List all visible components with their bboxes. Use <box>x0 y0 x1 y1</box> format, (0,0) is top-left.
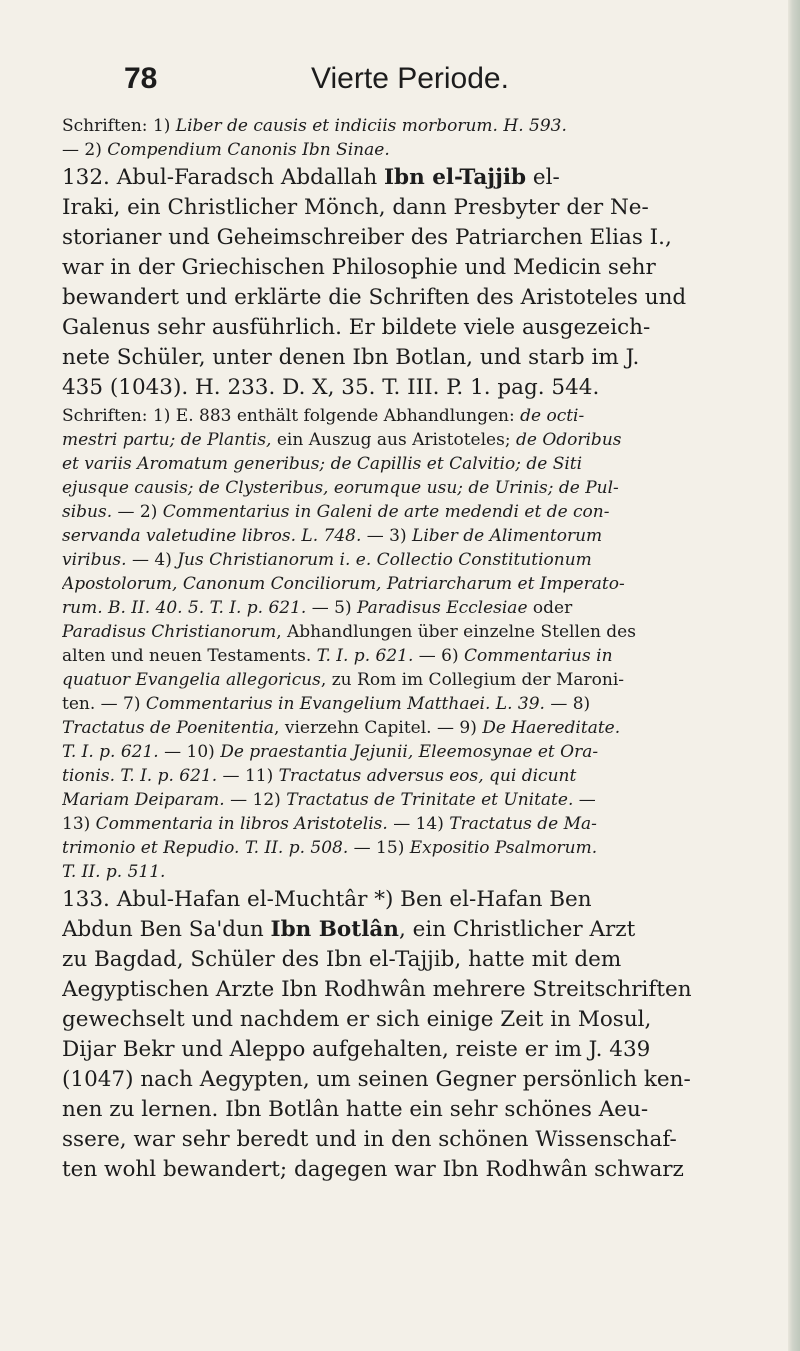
text-segment: Liber de Alimentorum <box>412 526 603 546</box>
text-segment: Ibn Botlân <box>270 917 399 942</box>
text-line <box>62 524 752 548</box>
text-segment: el- <box>526 165 560 190</box>
text-line <box>62 1005 752 1035</box>
text-segment: war in der Griechischen Philosophie und Medicin sehr <box>62 255 656 280</box>
text-line <box>62 716 752 740</box>
text-segment: Ibn el-Tajjib <box>384 165 527 190</box>
text-segment: Commentaria in libros Aristotelis. <box>95 814 394 834</box>
text-segment: zu Bagdad, Schüler des Ibn el-Tajjib, hatte mit dem <box>62 947 622 972</box>
text-segment: H. 593. <box>503 116 567 136</box>
text-line <box>62 500 752 524</box>
text-line <box>62 313 752 343</box>
text-segment: — 14) <box>393 814 450 834</box>
text-line <box>62 836 752 860</box>
text-segment: Commentarius in Evangelium Matthaei. L. 39. <box>145 694 551 714</box>
text-segment: Aegyptischen Arzte Ibn Rodhwân mehrere Streitschriften <box>62 977 692 1002</box>
text-line <box>62 343 752 373</box>
text-segment: Expositio Psalmorum. <box>409 838 598 858</box>
text-segment: gewechselt und nachdem er sich einige Zeit in Mosul, <box>62 1007 652 1032</box>
text-line <box>62 223 752 253</box>
text-segment: Schriften: 1) E. 883 enthält folgende Abhandlungen: <box>62 406 521 426</box>
text-segment: nete Schüler, unter denen Ibn Botlan, und starb im J. <box>62 345 640 370</box>
text-segment: , vierzehn Capitel. — 9) <box>274 718 483 738</box>
text-line <box>62 1125 752 1155</box>
text-line <box>62 476 752 500</box>
text-segment: 13) <box>62 814 96 834</box>
text-line <box>62 596 752 620</box>
text-line <box>62 915 752 945</box>
text-line <box>62 644 752 668</box>
text-segment: Dijar Bekr und Aleppo aufgehalten, reiste er im J. 439 <box>62 1037 651 1062</box>
text-segment: (1047) nach Aegypten, um seinen Gegner persönlich ken- <box>62 1067 691 1092</box>
text-segment: — <box>578 790 596 810</box>
text-line <box>62 163 752 193</box>
text-segment: rum. B. II. 40. 5. T. I. p. 621. <box>62 598 312 618</box>
text-line <box>62 548 752 572</box>
text-segment: sibus. <box>62 502 118 522</box>
text-segment: De praestantia Jejunii, Eleemosynae et Ora- <box>220 742 599 762</box>
text-line <box>62 138 752 162</box>
text-line <box>62 428 752 452</box>
text-segment: mestri partu; de Plantis, <box>62 430 277 450</box>
text-line <box>62 193 752 223</box>
text-segment: , zu Rom im Collegium der Maroni- <box>320 670 625 690</box>
running-title: Vierte Periode. <box>311 62 509 95</box>
text-segment: ten. — 7) <box>62 694 146 714</box>
text-segment: ein Auszug aus Aristoteles; <box>276 430 516 450</box>
text-segment: — 2) <box>117 502 163 522</box>
text-segment: , Abhandlungen über einzelne Stellen des <box>276 622 636 642</box>
text-segment: Liber de causis et indiciis morborum. <box>175 116 504 136</box>
text-segment: Tractatus de Poenitentia <box>62 718 275 738</box>
text-line <box>62 114 752 138</box>
text-line <box>62 788 752 812</box>
text-segment: Compendium Canonis Ibn Sinae. <box>107 140 390 160</box>
text-line <box>62 620 752 644</box>
text-segment: , ein Christlicher Arzt <box>398 917 636 942</box>
text-segment: ten wohl bewandert; dagegen war Ibn Rodhwân schwarz <box>62 1157 684 1182</box>
text-segment: Commentarius in <box>464 646 613 666</box>
text-line <box>62 253 752 283</box>
text-line <box>62 373 752 403</box>
text-segment: T. I. p. 621. <box>62 742 165 762</box>
text-segment: Galenus sehr ausführlich. Er bildete viele ausgezeich- <box>62 315 651 340</box>
text-segment: Iraki, ein Christlicher Mönch, dann Presbyter der Ne- <box>62 195 649 220</box>
text-line <box>62 452 752 476</box>
text-line <box>62 812 752 836</box>
text-segment: Commentarius in Galeni de arte medendi et de con- <box>162 502 610 522</box>
text-line <box>62 668 752 692</box>
text-segment: alten und neuen Testaments. <box>62 646 317 666</box>
text-segment: De Haereditate. <box>482 718 621 738</box>
text-line <box>62 740 752 764</box>
text-line <box>62 404 752 428</box>
text-segment: — 5) <box>311 598 357 618</box>
text-segment: Mariam Deiparam. <box>62 790 231 810</box>
text-line <box>62 764 752 788</box>
text-segment: viribus. <box>62 550 132 570</box>
text-segment: — 2) <box>62 140 108 160</box>
text-segment: — 10) <box>164 742 221 762</box>
text-line <box>62 572 752 596</box>
text-segment: Paradisus Ecclesiae <box>357 598 533 618</box>
text-segment: servanda valetudine libros. L. 748. <box>62 526 367 546</box>
text-line <box>62 885 752 915</box>
text-segment: bewandert und erklärte die Schriften des Aristoteles und <box>62 285 687 310</box>
text-segment: — 6) <box>418 646 465 666</box>
text-segment: T. II. p. 511. <box>62 862 166 882</box>
text-segment: 132. Abul-Faradsch Abdallah <box>62 165 384 190</box>
text-segment: et variis Aromatum generibus; de Capillis et Calvitio; de Siti <box>62 454 583 474</box>
text-segment: Jus Christianorum i. e. Collectio Constitutionum <box>177 550 592 570</box>
text-segment: de octi- <box>520 406 585 426</box>
text-line <box>62 975 752 1005</box>
text-segment: Apostolorum, Canonum Conciliorum, Patriarcharum et Imperato- <box>62 574 625 594</box>
text-line <box>62 1065 752 1095</box>
text-segment: ejusque causis; de Clysteribus, eorumque usu; de Urinis; de Pul- <box>62 478 619 498</box>
text-line <box>62 1035 752 1065</box>
text-line <box>62 692 752 716</box>
text-segment: — 12) <box>230 790 287 810</box>
text-segment: nen zu lernen. Ibn Botlân hatte ein sehr schönes Aeu- <box>62 1097 649 1122</box>
text-segment: Tractatus de Trinitate et Unitate. <box>286 790 579 810</box>
text-segment: Tractatus de Ma- <box>449 814 597 834</box>
text-segment: — 8) <box>550 694 591 714</box>
text-segment: T. I. p. 621. <box>316 646 419 666</box>
text-segment: trimonio et Repudio. T. II. p. 508. <box>62 838 354 858</box>
page-number: 78 <box>124 62 158 95</box>
text-segment: tionis. T. I. p. 621. <box>62 766 223 786</box>
text-line <box>62 1155 752 1185</box>
page-edge <box>788 0 800 1351</box>
text-segment: 435 (1043). H. 233. D. X, 35. T. III. P. 1. pag. 544. <box>62 375 600 400</box>
text-segment: — 3) <box>366 526 413 546</box>
text-segment: Schriften: 1) <box>62 116 176 136</box>
text-segment: de Odoribus <box>515 430 622 450</box>
text-segment: Paradisus Christianorum <box>62 622 277 642</box>
text-segment: storianer und Geheimschreiber des Patriarchen Elias I., <box>62 225 672 250</box>
text-line <box>62 283 752 313</box>
text-segment: Abdun Ben Sa'dun <box>62 917 271 942</box>
text-line <box>62 945 752 975</box>
text-segment: — 11) <box>222 766 279 786</box>
page-header <box>124 62 604 112</box>
text-segment: 133. Abul-Hafan el-Muchtâr *) Ben el-Hafan Ben <box>62 887 592 912</box>
text-segment: — 4) <box>131 550 178 570</box>
text-segment: quatuor Evangelia allegoricus <box>62 670 321 690</box>
text-line <box>62 1095 752 1125</box>
text-segment: oder <box>532 598 573 618</box>
text-segment: Tractatus adversus eos, qui dicunt <box>278 766 577 786</box>
text-segment: — 15) <box>353 838 410 858</box>
text-segment: ssere, war sehr beredt und in den schönen Wissenschaf- <box>62 1127 677 1152</box>
text-line <box>62 860 752 884</box>
